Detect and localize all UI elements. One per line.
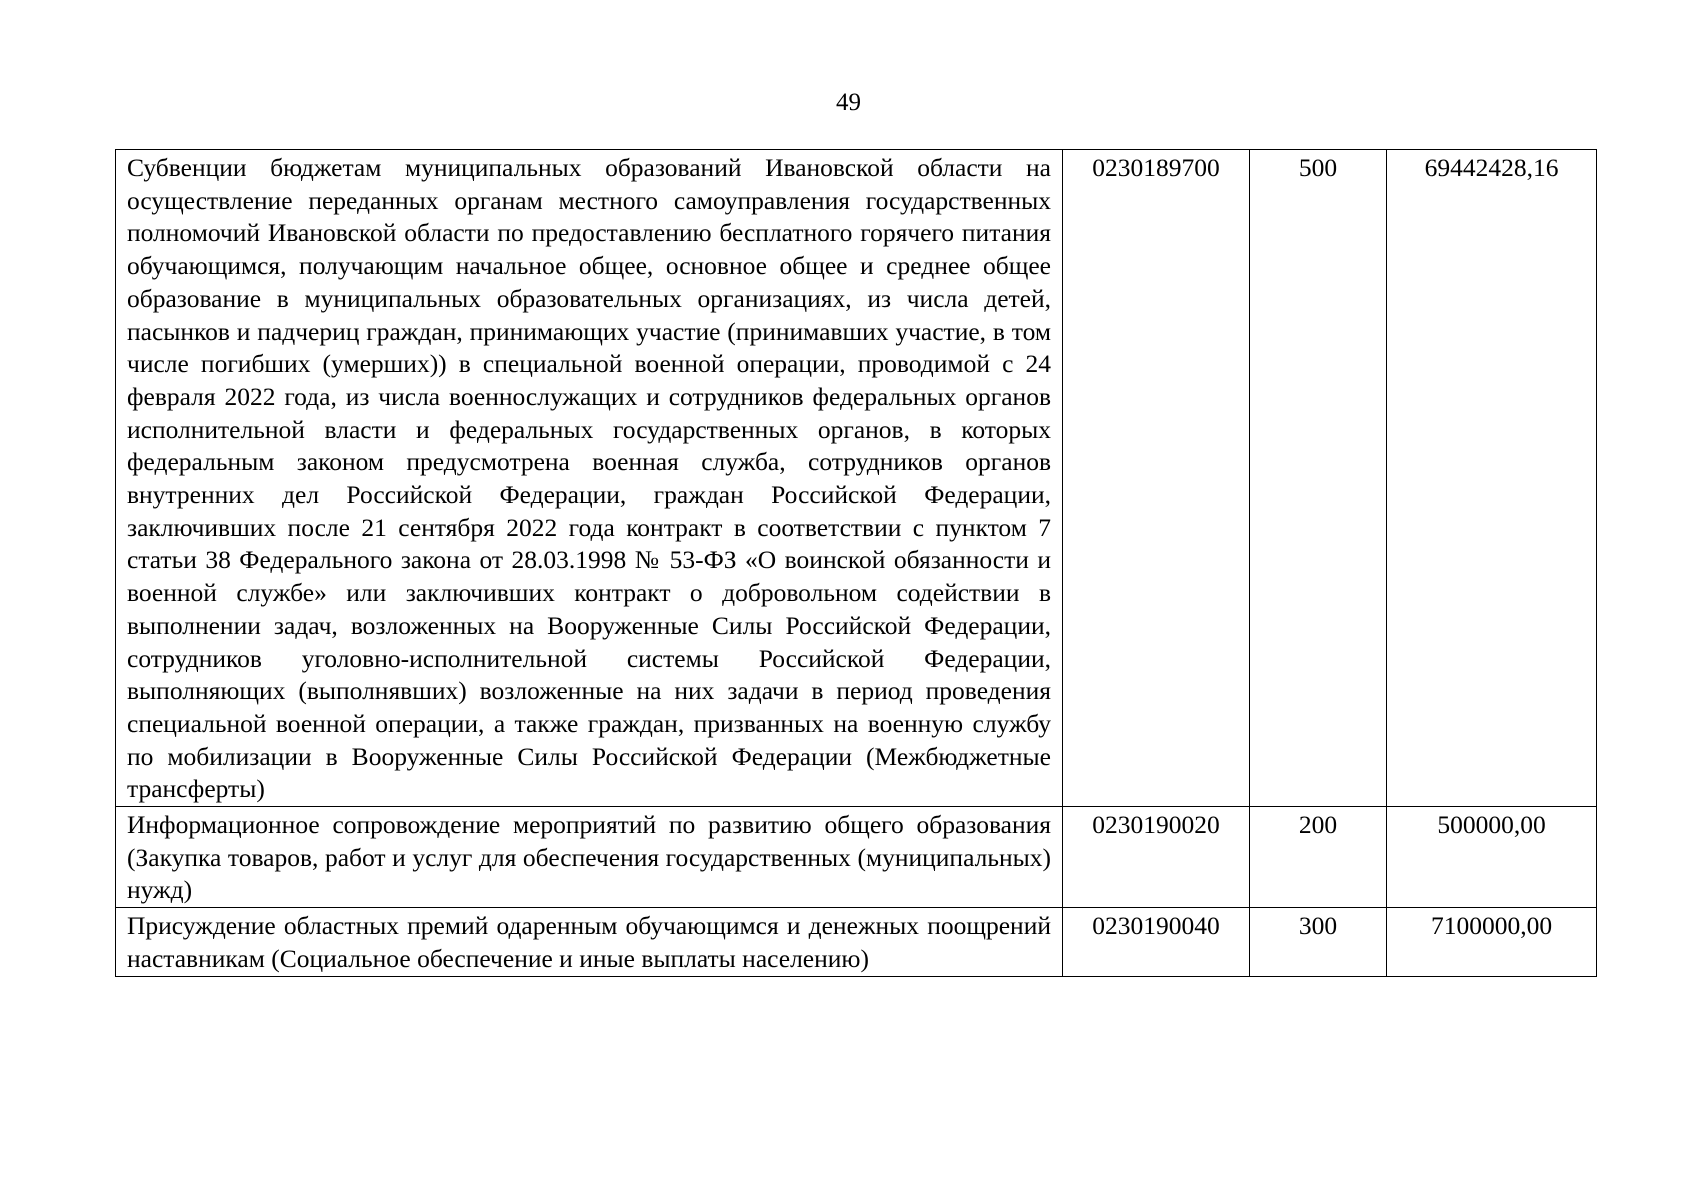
row-expense-type: 300	[1250, 908, 1387, 976]
budget-table	[115, 149, 1597, 977]
row-amount: 7100000,00	[1387, 908, 1597, 976]
row-expense-type: 500	[1250, 150, 1387, 807]
row-description: Субвенции бюджетам муниципальных образований Ивановской области на осуществление переданных органам местного самоуправления государственных полномочий Ивановской области по предоставлению бесплатного горячего питания обучающимся, получающим начальное общее, основное общее и среднее общее образование в муниципальных образовательных организациях, из числа детей, пасынков и падчериц граждан, принимающих участие (принимавших участие, в том числе погибших (умерших)) в специальной военной операции, проводимой с 24 февраля 2022 года, из числа военнослужащих и сотрудников федеральных органов исполнительной власти и федеральных государственных органов, в которых федеральным законом предусмотрена военная служба, сотрудников органов внутренних дел Российской Федерации, граждан Российской Федерации, заключивших после 21 сентября 2022 года контракт в соответствии с пунктом 7 статьи 38 Федерального закона от 28.03.1998 № 53-ФЗ «О воинской обязанности и военной службе» или заключивших контракт о добровольном содействии в выполнении задач, возложенных на Вооруженные Силы Российской Федерации, сотрудников уголовно-исполнительной системы Российской Федерации, выполняющих (выполнявших) возложенные на них задачи в период проведения специальной военной операции, а также граждан, призванных на военную службу по мобилизации в Вооруженные Силы Российской Федерации (Межбюджетные трансферты)	[116, 150, 1063, 807]
table-row	[116, 908, 1597, 976]
table-row	[116, 807, 1597, 908]
row-expense-type: 200	[1250, 807, 1387, 908]
table-row	[116, 150, 1597, 807]
row-description: Присуждение областных премий одаренным обучающимся и денежных поощрений наставникам (Социальное обеспечение и иные выплаты населению)	[116, 908, 1063, 976]
row-description: Информационное сопровождение мероприятий по развитию общего образования (Закупка товаров, работ и услуг для обеспечения государственных (муниципальных) нужд)	[116, 807, 1063, 908]
row-target-code: 0230189700	[1063, 150, 1250, 807]
row-target-code: 0230190040	[1063, 908, 1250, 976]
page-number: 49	[836, 89, 861, 116]
row-target-code: 0230190020	[1063, 807, 1250, 908]
row-amount: 500000,00	[1387, 807, 1597, 908]
row-amount: 69442428,16	[1387, 150, 1597, 807]
